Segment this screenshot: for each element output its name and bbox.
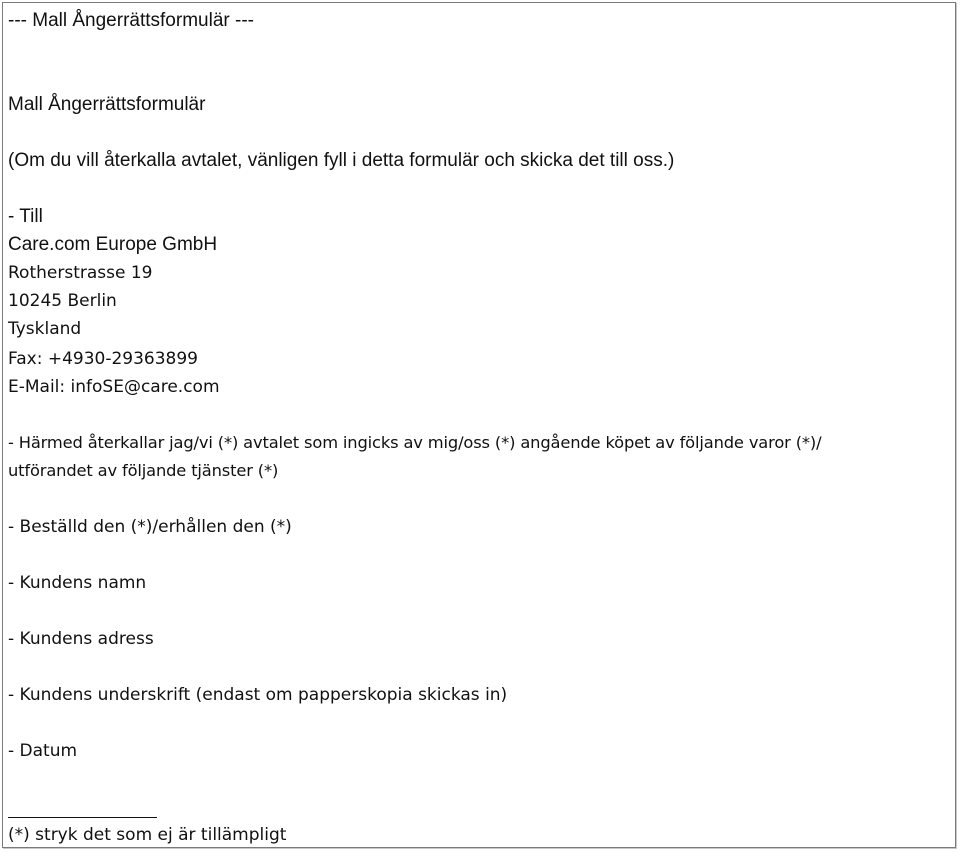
form-frame — [2, 2, 956, 848]
recipient-fax: Fax: +4930-29363899 — [8, 349, 198, 369]
form-header: --- Mall Ångerrättsformulär --- — [8, 10, 254, 31]
recipient-email: E-Mail: infoSE@care.com — [8, 377, 220, 397]
recipient-company: Care.com Europe GmbH — [8, 234, 218, 255]
field-date: - Datum — [8, 741, 78, 761]
field-customer-address: - Kundens adress — [8, 629, 154, 649]
field-customer-signature: - Kundens underskrift (endast om papperskopia skickas in) — [8, 685, 508, 705]
form-title: Mall Ångerrättsformulär — [8, 94, 206, 115]
recipient-label: - Till — [8, 206, 43, 227]
recipient-country: Tyskland — [8, 319, 82, 339]
recipient-street: Rotherstrasse 19 — [8, 263, 153, 283]
recipient-city: 10245 Berlin — [8, 291, 117, 311]
field-ordered-received: - Beställd den (*)/erhållen den (*) — [8, 517, 292, 537]
withdrawal-statement-line1: - Härmed återkallar jag/vi (*) avtalet som ingicks av mig/oss (*) angående köpet av följande varor (*)/ — [8, 433, 822, 452]
footnote: (*) stryk det som ej är tillämpligt — [8, 825, 287, 845]
footnote-separator — [8, 817, 157, 818]
field-customer-name: - Kundens namn — [8, 573, 147, 593]
withdrawal-statement-line2: utförandet av följande tjänster (*) — [8, 461, 279, 480]
intro-text: (Om du vill återkalla avtalet, vänligen fyll i detta formulär och skicka det till oss.) — [8, 150, 675, 171]
